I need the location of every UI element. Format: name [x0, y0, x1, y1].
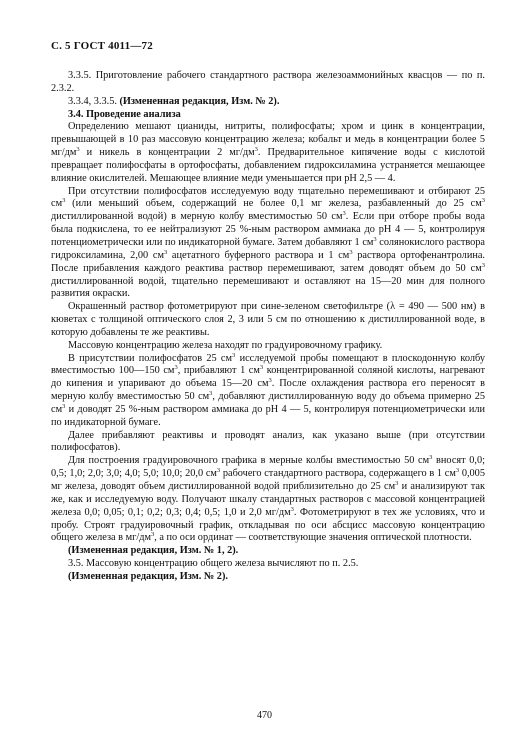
- text-run: и доводят 25 %-ным раствором аммиака до рН 4 — 5, контролируя потенциометрически или по индикаторной бумаге.: [51, 403, 485, 428]
- page-header: С. 5 ГОСТ 4011—72: [51, 40, 153, 52]
- paragraph-p1: 3.3.5. Приготовление рабочего стандартного раствора железоаммонийных квасцов — по п. 2.3.2.: [51, 70, 485, 94]
- paragraph-p6: Окрашенный раствор фотометрируют при сине-зеленом светофильтре (λ = 490 — 500 нм) в кюветах с толщиной оптического слоя 2, 3 или 5 см по отношению к дистиллированной воде, в которую добавлены те же реактивы.: [51, 301, 485, 338]
- text-run: дистиллированной водой) в мерную колбу вместимостью 50 см: [51, 211, 343, 223]
- superscript: 3: [216, 467, 221, 475]
- text-run: ацетатного буферного раствора и 1 см: [167, 249, 350, 261]
- paragraph-p5: [51, 186, 485, 302]
- superscript: 3: [76, 146, 80, 154]
- text-run: Для построения градуировочного графика в мерные колбы вместимостью 50 см: [68, 455, 430, 467]
- superscript: 3: [232, 351, 236, 359]
- text-run: В присутствии полифосфатов 25 см: [68, 352, 233, 364]
- superscript: 3: [209, 390, 213, 398]
- paragraph-p3: 3.4. Проведение анализа: [68, 108, 181, 120]
- paragraph-p10: [51, 455, 485, 545]
- text-run: , добавляют дистиллированную воду до объема примерно 25 см: [51, 391, 485, 415]
- text-run: . После охлаждения раствора его переносят в мерную колбу вместимостью 50 см: [51, 378, 485, 403]
- text-run: 3.3.4, 3.3.5.: [68, 95, 120, 107]
- superscript: 3: [395, 480, 399, 487]
- text-run: (Измененная редакция, Изм. № 2).: [119, 95, 280, 107]
- text-run: . Фотометрируют в тех же условиях, что и пробу. Строят градуировочный график, откладывая по оси абсцисс массовую концентрацию общего железа в мг/дм: [51, 506, 485, 544]
- text-run: солянокислого раствора гидроксиламина, 2,00 см: [51, 236, 485, 261]
- superscript: 3: [481, 261, 485, 269]
- text-run: дистиллированной водой, тщательно перемешивают и оставляют на 15—20 мин для полного развития окраски.: [51, 275, 485, 300]
- text-run: 0,005 мг железа, доводят объем дистиллированной водой приблизительно до 25 см: [51, 468, 485, 492]
- superscript: 3: [150, 531, 155, 539]
- paragraph-p13: (Измененная редакция, Изм. № 2).: [68, 570, 228, 582]
- superscript: 3: [62, 197, 66, 205]
- paragraph-p11: (Измененная редакция, Изм. № 1, 2).: [68, 545, 239, 557]
- superscript: 3: [62, 402, 66, 410]
- text-run: (или меньший объем, содержащий не более 0,1 мг железа, разбавленный до 25 см: [65, 198, 482, 210]
- text-run: При отсутствии полифосфатов исследуемую воду тщательно перемешивают и отбирают 25 см: [51, 185, 485, 210]
- text-run: . Предварительное кипячение воды с кислотой превращает полифосфаты в ортофосфаты, добавлением гидроксиламина устраняется мешающее влияние окислителей. Мешающее влияние меди уменьшается при рН 2,5 — 4.: [51, 147, 485, 184]
- text-run: , прибавляют 1 см: [177, 365, 260, 377]
- superscript: 3: [174, 364, 178, 372]
- paragraph-p4: [51, 121, 485, 185]
- text-run: и никель в концентрации 2 мг/дм: [79, 147, 255, 159]
- superscript: 3: [455, 467, 460, 475]
- paragraph-p9: Далее прибавляют реактивы и проводят анализ, как указано выше (при отсутствии полифосфатов).: [51, 429, 485, 454]
- paragraph-p2: [51, 96, 485, 109]
- superscript: 3: [342, 210, 346, 218]
- document-body: [51, 70, 485, 584]
- superscript: 3: [349, 248, 353, 256]
- paragraph-p7: Массовую концентрацию железа находят по градуировочному графику.: [68, 339, 383, 351]
- text-run: вносят 0,0; 0,5; 1,0; 2,0; 3,0; 4,0; 5,0; 10,0; 20,0 см: [51, 455, 485, 480]
- superscript: 3: [429, 454, 433, 462]
- superscript: 3: [290, 505, 294, 513]
- text-run: раствора ортофенантролина. После прибавления каждого реактива раствор перемешивают, затем доводят объем до 50 см: [51, 249, 485, 274]
- superscript: 3: [268, 377, 272, 385]
- text-run: концентрированной соляной кислоты, нагревают до кипения и упаривают до объема 15—20 см: [51, 365, 485, 390]
- text-run: рабочего стандартного раствора, содержащего в 1 см: [220, 468, 456, 480]
- text-run: исследуемой пробы помещают в плоскодонную колбу вместимостью 100—150 см: [51, 352, 485, 377]
- text-run: . Если при отборе пробы вода была подкислена, то ее нейтрализуют 25 %-ным раствором аммиака до рН 4 — 5, контролируя потенциометрически или по индикаторной бумаге. Затем добавляют 1 см: [51, 211, 485, 248]
- superscript: 3: [163, 248, 168, 256]
- superscript: 3: [481, 197, 485, 205]
- text-run: и анализируют так же, как и исследуемую воду. Получают шкалу стандартных растворов с массовой концентрацией железа 0,0; 0,05; 0,1; 0,2; 0,3; 0,4; 0,5; 1,0 и 2,0 мг/дм: [51, 481, 485, 518]
- page-number: 470: [257, 710, 272, 721]
- superscript: 3: [259, 364, 264, 372]
- superscript: 3: [373, 235, 377, 243]
- text-run: , а по оси ординат — соответствующие значения оптической плотности.: [154, 532, 472, 544]
- paragraph-p8: [51, 353, 485, 430]
- text-run: Определению мешают цианиды, нитриты, полифосфаты; хром и цинк в концентрации, превышающей в 10 раз массовую концентрацию железа; кобальт и медь в концентрации более 5 мг/дм: [51, 121, 485, 159]
- superscript: 3: [254, 146, 258, 154]
- paragraph-p12: 3.5. Массовую концентрацию общего железа вычисляют по п. 2.5.: [68, 558, 359, 570]
